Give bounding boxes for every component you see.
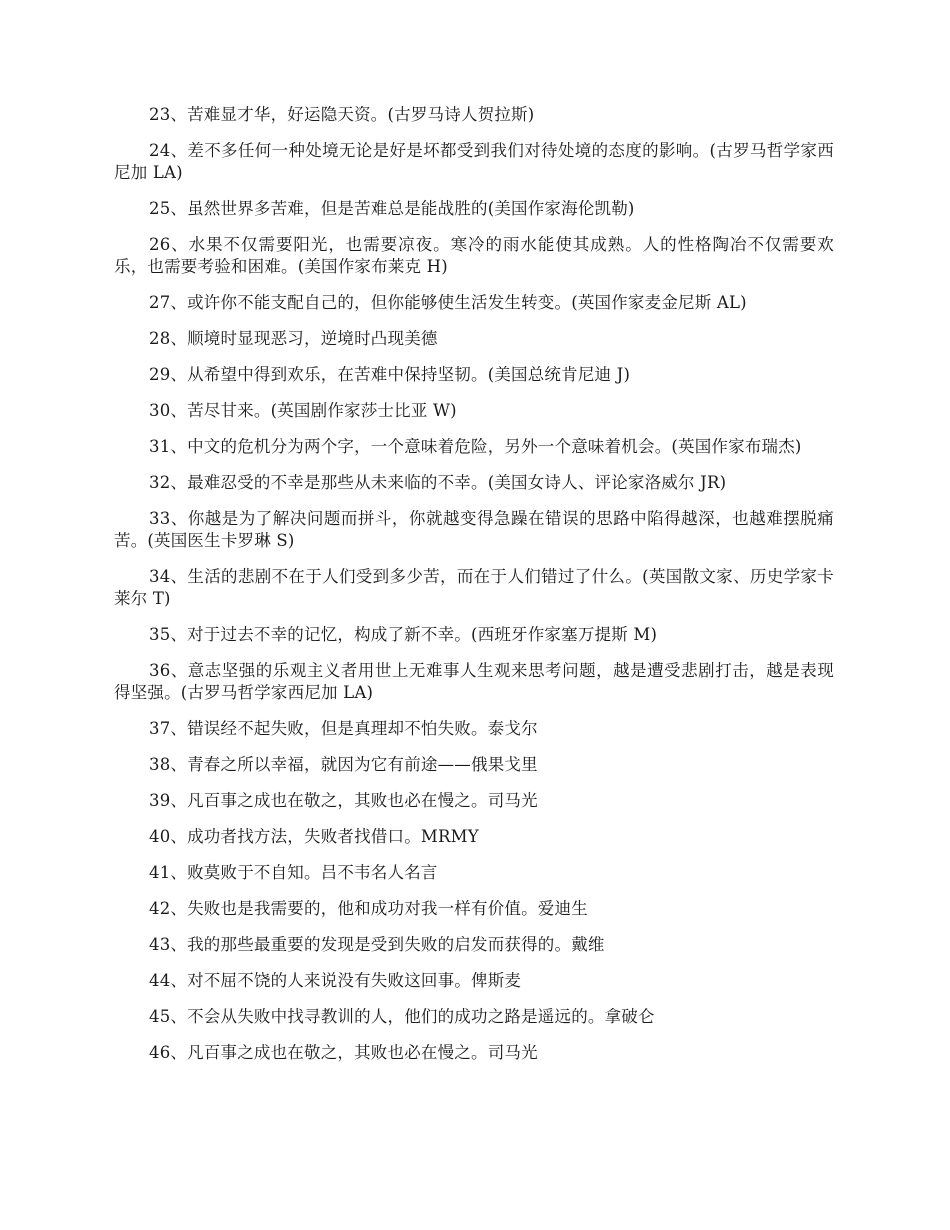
- quote-35: 35、对于过去不幸的记忆，构成了新不幸。(西班牙作家塞万提斯 M): [149, 625, 658, 644]
- quote-30: 30、苦尽甘来。(英国剧作家莎士比亚 W): [149, 401, 457, 420]
- quote-38: 38、青春之所以幸福，就因为它有前途——俄果戈里: [149, 755, 538, 774]
- quote-45: 45、不会从失败中找寻教训的人，他们的成功之路是遥远的。拿破仑: [149, 1007, 655, 1026]
- quote-34: 34、生活的悲剧不在于人们受到多少苦，而在于人们错过了什么。(英国散文家、历史学家卡莱尔 T): [114, 567, 834, 608]
- quote-23: 23、苦难显才华，好运隐天资。(古罗马诗人贺拉斯): [149, 105, 535, 124]
- quote-32: 32、最难忍受的不幸是那些从未来临的不幸。(美国女诗人、评论家洛威尔 JR): [149, 473, 727, 492]
- quote-31: 31、中文的危机分为两个字，一个意味着危险，另外一个意味着机会。(英国作家布瑞杰): [149, 437, 802, 456]
- quote-28: 28、顺境时显现恶习，逆境时凸现美德: [149, 329, 438, 348]
- quote-46: 46、凡百事之成也在敬之，其败也必在慢之。司马光: [149, 1043, 538, 1062]
- quote-40: 40、成功者找方法，失败者找借口。MRMY: [149, 827, 479, 846]
- quote-24: 24、差不多任何一种处境无论是好是坏都受到我们对待处境的态度的影响。(古罗马哲学家西尼加 LA): [114, 141, 834, 182]
- quote-27: 27、或许你不能支配自己的，但你能够使生活发生转变。(英国作家麦金尼斯 AL): [149, 293, 747, 312]
- quote-25: 25、虽然世界多苦难，但是苦难总是能战胜的(美国作家海伦凯勒): [149, 199, 635, 218]
- quote-41: 41、败莫败于不自知。吕不韦名人名言: [149, 863, 438, 882]
- quote-29: 29、从希望中得到欢乐，在苦难中保持坚韧。(美国总统肯尼迪 J): [149, 365, 631, 384]
- quote-36: 36、意志坚强的乐观主义者用世上无难事人生观来思考问题，越是遭受悲剧打击，越是表现得坚强。(古罗马哲学家西尼加 LA): [114, 661, 834, 702]
- quote-26: 26、水果不仅需要阳光，也需要凉夜。寒冷的雨水能使其成熟。人的性格陶冶不仅需要欢乐，也需要考验和困难。(美国作家布莱克 H): [114, 235, 834, 276]
- quote-37: 37、错误经不起失败，但是真理却不怕失败。泰戈尔: [149, 719, 538, 738]
- quote-43: 43、我的那些最重要的发现是受到失败的启发而获得的。戴维: [149, 935, 605, 954]
- quote-33: 33、你越是为了解决问题而拼斗，你就越变得急躁在错误的思路中陷得越深，也越难摆脱痛苦。(英国医生卡罗琳 S): [114, 509, 834, 550]
- quote-list: [114, 104, 834, 1078]
- quote-42: 42、失败也是我需要的，他和成功对我一样有价值。爱迪生: [149, 899, 588, 918]
- quote-39: 39、凡百事之成也在敬之，其败也必在慢之。司马光: [149, 791, 538, 810]
- quote-44: 44、对不屈不饶的人来说没有失败这回事。俾斯麦: [149, 971, 522, 990]
